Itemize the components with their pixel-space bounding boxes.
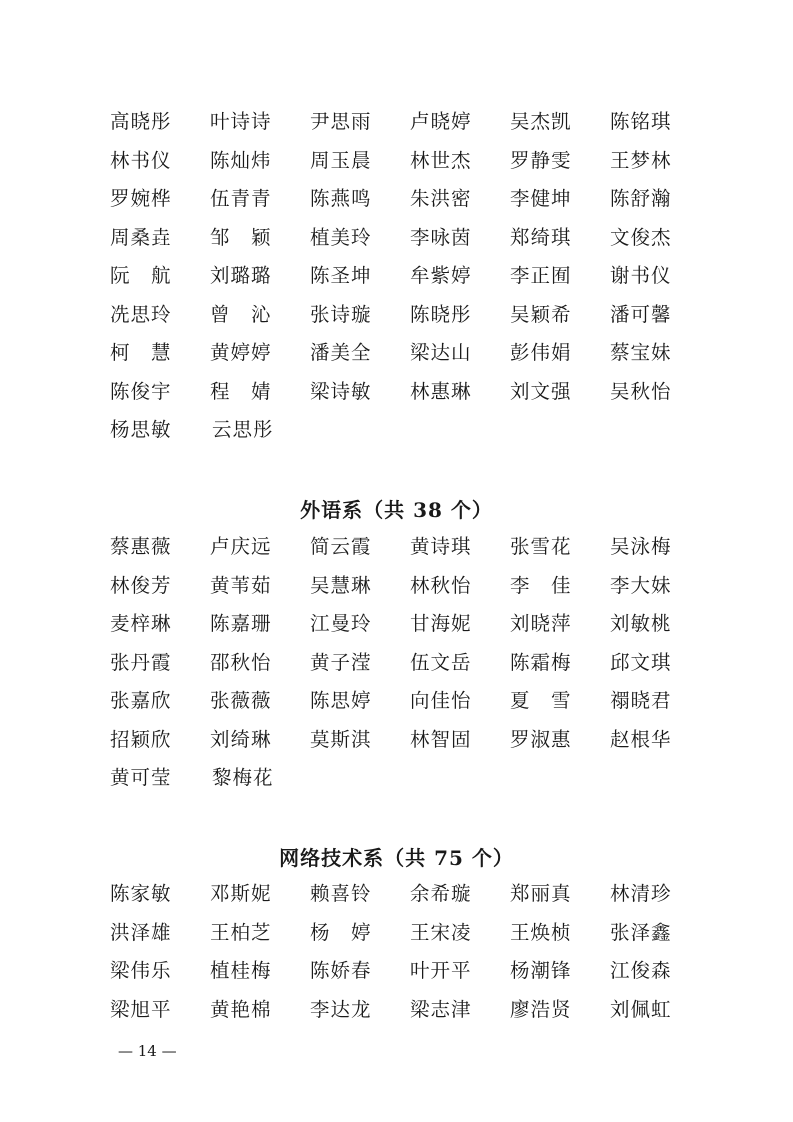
person-name: 刘文强 (510, 379, 572, 403)
person-name: 梁志津 (410, 997, 472, 1021)
person-name: 张薇薇 (210, 689, 272, 713)
person-name: 陈晓彤 (410, 302, 472, 326)
person-name: 谢书仪 (610, 264, 672, 288)
name-row (110, 642, 710, 681)
person-name: 郑绮琪 (510, 225, 572, 249)
person-name: 彭伟娟 (510, 341, 572, 365)
person-name: 王宋凌 (410, 920, 472, 944)
person-name: 李健坤 (510, 187, 572, 211)
person-name: 伍青青 (210, 187, 272, 211)
person-name: 梁诗敏 (310, 379, 372, 403)
person-name: 刘佩虹 (610, 997, 672, 1021)
person-name: 简云霞 (310, 535, 372, 559)
person-name: 梁旭平 (110, 997, 172, 1021)
section-heading-foreign-languages: 外语系（共 38 个） (300, 498, 493, 522)
person-name: 张丹霞 (110, 650, 172, 674)
person-name: 程 婧 (210, 379, 272, 403)
name-row (110, 178, 710, 217)
person-name: 陈俊宇 (110, 379, 172, 403)
person-name: 梁达山 (410, 341, 472, 365)
person-name: 黄婷婷 (210, 341, 272, 365)
name-row (110, 409, 710, 448)
person-name: 麦梓琳 (110, 612, 172, 636)
person-name: 陈舒瀚 (610, 187, 672, 211)
person-name: 莫斯淇 (310, 727, 372, 751)
person-name: 邓斯妮 (210, 882, 272, 906)
person-name: 牟紫婷 (410, 264, 472, 288)
person-name: 禤晓君 (610, 689, 672, 713)
person-name: 冼思玲 (110, 302, 172, 326)
person-name: 江俊森 (610, 959, 672, 983)
person-name: 林清珍 (610, 882, 672, 906)
person-name: 黄诗琪 (410, 535, 472, 559)
name-row (110, 680, 710, 719)
person-name: 吴秋怡 (610, 379, 672, 403)
person-name: 尹思雨 (310, 110, 372, 134)
person-name: 罗淑惠 (510, 727, 572, 751)
person-name: 罗婉桦 (110, 187, 172, 211)
person-name: 林智固 (410, 727, 472, 751)
person-name: 余希璇 (410, 882, 472, 906)
person-name: 李正囿 (510, 264, 572, 288)
person-name: 卢庆远 (210, 535, 272, 559)
name-row (110, 332, 710, 371)
person-name: 刘绮琳 (210, 727, 272, 751)
person-name: 张嘉欣 (110, 689, 172, 713)
person-name: 黎梅花 (212, 766, 274, 790)
person-name: 蔡惠薇 (110, 535, 172, 559)
person-name: 周玉晨 (310, 148, 372, 172)
person-name: 植桂梅 (210, 959, 272, 983)
person-name: 吴颖希 (510, 302, 572, 326)
person-name: 黄子滢 (310, 650, 372, 674)
person-name: 梁伟乐 (110, 959, 172, 983)
person-name: 李 佳 (510, 573, 572, 597)
person-name: 邵秋怡 (210, 650, 272, 674)
person-name: 伍文岳 (410, 650, 472, 674)
person-name: 王梦林 (610, 148, 672, 172)
person-name: 高晓彤 (110, 110, 172, 134)
person-name: 黄艳棉 (210, 997, 272, 1021)
person-name: 潘美全 (310, 341, 372, 365)
person-name: 林秋怡 (410, 573, 472, 597)
person-name: 陈铭琪 (610, 110, 672, 134)
person-name: 陈霜梅 (510, 650, 572, 674)
person-name: 黄可莹 (110, 766, 172, 790)
name-row (110, 950, 710, 989)
name-grid-section1 (110, 101, 710, 448)
person-name: 李达龙 (310, 997, 372, 1021)
person-name: 周桑垚 (110, 225, 172, 249)
person-name: 陈圣坤 (310, 264, 372, 288)
person-name: 柯 慧 (110, 341, 172, 365)
name-grid-foreign-languages (110, 526, 710, 796)
name-row (110, 873, 710, 912)
person-name: 邱文琪 (610, 650, 672, 674)
person-name: 郑丽真 (510, 882, 572, 906)
person-name: 杨 婷 (310, 920, 372, 944)
person-name: 廖浩贤 (510, 997, 572, 1021)
person-name: 植美玲 (310, 225, 372, 249)
name-row (110, 255, 710, 294)
name-row (110, 912, 710, 951)
person-name: 陈燕鸣 (310, 187, 372, 211)
person-name: 刘璐璐 (210, 264, 272, 288)
person-name: 邹 颖 (210, 225, 272, 249)
person-name: 罗静雯 (510, 148, 572, 172)
person-name: 向佳怡 (410, 689, 472, 713)
person-name: 李咏茵 (410, 225, 472, 249)
person-name: 叶诗诗 (210, 110, 272, 134)
person-name: 赖喜铃 (310, 882, 372, 906)
section-heading-network-technology: 网络技术系（共 75 个） (279, 846, 514, 870)
name-row (110, 603, 710, 642)
person-name: 杨思敏 (110, 418, 172, 442)
person-name: 王柏芝 (210, 920, 272, 944)
person-name: 吴杰凯 (510, 110, 572, 134)
person-name: 夏 雪 (510, 689, 572, 713)
name-row (110, 101, 710, 140)
person-name: 杨潮锋 (510, 959, 572, 983)
person-name: 林俊芳 (110, 573, 172, 597)
person-name: 陈家敏 (110, 882, 172, 906)
person-name: 吴慧琳 (310, 573, 372, 597)
person-name: 朱洪密 (410, 187, 472, 211)
person-name: 刘敏桃 (610, 612, 672, 636)
person-name: 蔡宝妹 (610, 341, 672, 365)
person-name: 林惠琳 (410, 379, 472, 403)
person-name: 林世杰 (410, 148, 472, 172)
person-name: 江曼玲 (310, 612, 372, 636)
person-name: 甘海妮 (410, 612, 472, 636)
person-name: 曾 沁 (210, 302, 272, 326)
name-grid-network-technology (110, 873, 710, 1027)
person-name: 陈娇春 (310, 959, 372, 983)
person-name: 文俊杰 (610, 225, 672, 249)
person-name: 陈思婷 (310, 689, 372, 713)
name-row (110, 989, 710, 1028)
person-name: 陈嘉珊 (210, 612, 272, 636)
page-number: — 14 — (118, 1042, 177, 1060)
person-name: 吴泳梅 (610, 535, 672, 559)
name-row (110, 371, 710, 410)
name-row (110, 719, 710, 758)
person-name: 陈灿炜 (210, 148, 272, 172)
person-name: 李大妹 (610, 573, 672, 597)
person-name: 赵根华 (610, 727, 672, 751)
person-name: 王焕桢 (510, 920, 572, 944)
person-name: 张诗璇 (310, 302, 372, 326)
person-name: 卢晓婷 (410, 110, 472, 134)
person-name: 张泽鑫 (610, 920, 672, 944)
name-row (110, 757, 710, 796)
person-name: 黄苇茹 (210, 573, 272, 597)
person-name: 林书仪 (110, 148, 172, 172)
name-row (110, 217, 710, 256)
person-name: 潘可馨 (610, 302, 672, 326)
person-name: 招颖欣 (110, 727, 172, 751)
person-name: 刘晓萍 (510, 612, 572, 636)
person-name: 洪泽雄 (110, 920, 172, 944)
person-name: 叶开平 (410, 959, 472, 983)
person-name: 阮 航 (110, 264, 172, 288)
name-row (110, 140, 710, 179)
name-row (110, 526, 710, 565)
person-name: 张雪花 (510, 535, 572, 559)
person-name: 云思彤 (212, 418, 274, 442)
name-row (110, 294, 710, 333)
name-row (110, 565, 710, 604)
